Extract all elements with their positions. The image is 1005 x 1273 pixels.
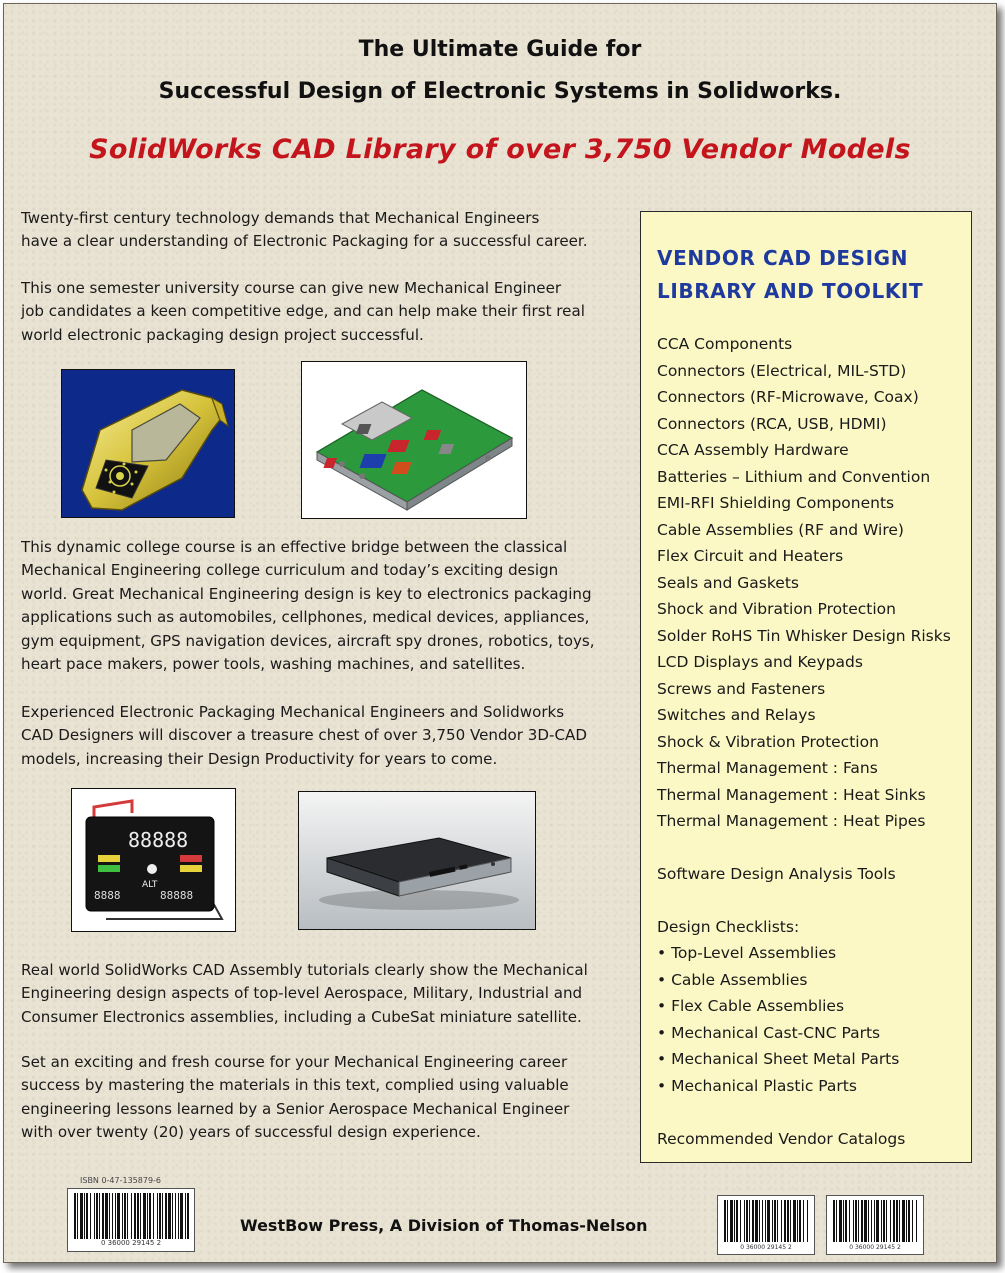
- barcode-bar: [153, 1193, 154, 1239]
- paragraph-course: [21, 277, 627, 347]
- paragraph-line: have a clear understanding of Electronic Packaging for a successful career.: [21, 232, 588, 251]
- barcode-bar: [876, 1200, 879, 1242]
- sidebar-item: Flex Circuit and Heaters: [657, 547, 844, 565]
- barcode-bar: [746, 1200, 748, 1242]
- sidebar-heading: [657, 242, 923, 308]
- barcode-bar: [784, 1200, 786, 1242]
- barcode-bar: [883, 1200, 885, 1242]
- paragraph-line: models, increasing their Design Productivity for years to come.: [21, 749, 498, 768]
- sidebar-checklist-item: • Top-Level Assemblies: [657, 944, 837, 962]
- sidebar-item: Connectors (RF-Microwave, Coax): [657, 388, 919, 406]
- paragraph-line: Twenty-first century technology demands that Mechanical Engineers: [21, 209, 540, 227]
- barcode-bar: [122, 1193, 123, 1239]
- sidebar-item: Solder RoHS Tin Whisker Design Risks: [657, 627, 951, 645]
- barcode-bar: [143, 1193, 146, 1239]
- sidebar-item: Thermal Management : Fans: [657, 759, 878, 777]
- barcode-bar: [843, 1200, 844, 1242]
- enclosure-illustration: [299, 792, 535, 929]
- barcode-bar: [744, 1200, 745, 1242]
- barcode-bar: [759, 1200, 760, 1242]
- subtitle: SolidWorks CAD Library of over 3,750 Vendor Models: [89, 134, 911, 165]
- barcode-bar: [84, 1193, 85, 1239]
- sidebar-item: Thermal Management : Heat Sinks: [657, 786, 926, 804]
- barcode-bar: [839, 1200, 842, 1242]
- barcode-bar: [893, 1200, 895, 1242]
- sidebar-item: EMI-RFI Shielding Components: [657, 494, 895, 512]
- display-digits-main: 88888: [128, 828, 189, 852]
- barcode-bar: [86, 1193, 88, 1239]
- paragraph-line: heart pace makers, power tools, washing machines, and satellites.: [21, 655, 526, 674]
- barcode-bar: [80, 1193, 83, 1239]
- barcode-bar: [149, 1193, 151, 1239]
- sidebar-heading-line: VENDOR CAD DESIGN: [657, 246, 909, 270]
- barcode-bar: [117, 1193, 120, 1239]
- display-digits-right: 88888: [160, 889, 194, 902]
- barcode-bar: [77, 1193, 78, 1239]
- barcode-bar: [793, 1200, 796, 1242]
- paragraph-line: gym equipment, GPS navigation devices, aircraft spy drones, robotics, toys,: [21, 631, 595, 650]
- barcode-bar: [168, 1193, 171, 1239]
- barcode-bar: [787, 1200, 789, 1242]
- barcode-bar: [187, 1193, 189, 1239]
- sidebar-item: Switches and Relays: [657, 706, 816, 724]
- barcode-bar: [749, 1200, 750, 1242]
- sidebar-checklist-item: • Mechanical Plastic Parts: [657, 1077, 857, 1095]
- paragraph-intro: [21, 207, 627, 254]
- barcode-bar: [175, 1193, 176, 1239]
- sidebar-software: Software Design Analysis Tools: [657, 865, 896, 883]
- barcode-bar: [112, 1193, 113, 1239]
- sidebar-item: Shock & Vibration Protection: [657, 733, 879, 751]
- paragraph-line: success by mastering the materials in this text, complied using valuable: [21, 1076, 569, 1095]
- barcode-bar: [896, 1200, 898, 1242]
- paragraph-line: world. Great Mechanical Engineering design is key to electronics packaging: [21, 584, 592, 603]
- display-digits-left: 8888: [94, 889, 121, 902]
- back-cover: [3, 3, 997, 1263]
- barcode-bar: [853, 1200, 854, 1242]
- paragraph-line: applications such as automobiles, cellphones, medical devices, appliances,: [21, 608, 590, 627]
- sidebar-checklists-heading: Design Checklists:: [657, 918, 800, 936]
- barcode-bar: [836, 1200, 837, 1242]
- barcode-bar: [140, 1193, 141, 1239]
- barcode-bar: [881, 1200, 882, 1242]
- barcode-digits: 0 36000 29145 2: [100, 1239, 162, 1247]
- barcode-bar: [767, 1200, 770, 1242]
- barcode-bar: [899, 1200, 900, 1242]
- sidebar-item: Connectors (RCA, USB, HDMI): [657, 415, 887, 433]
- barcode-bar: [861, 1200, 863, 1242]
- barcode-bar: [765, 1200, 766, 1242]
- publisher-line: WestBow Press, A Division of Thomas-Nelson: [240, 1216, 648, 1235]
- sidebar-heading-line: LIBRARY AND TOOLKIT: [657, 279, 924, 303]
- paragraph-tutorials: [21, 959, 627, 1029]
- barcode-bar: [849, 1200, 850, 1242]
- barcode-bar: [162, 1193, 163, 1239]
- sidebar-item: Cable Assemblies (RF and Wire): [657, 521, 904, 539]
- barcode-bar: [124, 1193, 126, 1239]
- barcode-bar: [172, 1193, 173, 1239]
- isbn-label: ISBN 0-47-135879-6: [80, 1176, 162, 1185]
- barcode-bar: [105, 1193, 108, 1239]
- paragraph-line: Consumer Electronics assemblies, including a CubeSat miniature satellite.: [21, 1007, 582, 1026]
- sidebar-checklist-item: • Mechanical Cast-CNC Parts: [657, 1024, 881, 1042]
- paragraph-line: engineering lessons learned by a Senior Aerospace Mechanical Engineer: [21, 1099, 570, 1118]
- barcode-bar: [180, 1193, 183, 1239]
- barcode-bar: [131, 1193, 132, 1239]
- sidebar-catalogs: Recommended Vendor Catalogs: [657, 1130, 906, 1148]
- barcode-digits: 0 36000 29145 2: [849, 1244, 901, 1251]
- barcode-bar: [730, 1200, 733, 1242]
- barcode-bar: [906, 1200, 907, 1242]
- vendor-library-sidebar: [640, 211, 972, 1163]
- barcode-bar: [777, 1200, 778, 1242]
- barcode-bar: [755, 1200, 758, 1242]
- barcode-bar: [740, 1200, 741, 1242]
- paragraph-line: CAD Designers will discover a treasure chest of over 3,750 Vendor 3D-CAD: [21, 726, 587, 745]
- sidebar-item: LCD Displays and Keypads: [657, 653, 863, 671]
- barcode-bar: [109, 1193, 110, 1239]
- barcode-bar: [845, 1200, 847, 1242]
- handheld-device-illustration: [62, 370, 234, 517]
- barcode-bar: [102, 1193, 104, 1239]
- barcode-bar: [185, 1193, 186, 1239]
- barcode-bar: [157, 1193, 158, 1239]
- barcode-bar: [134, 1193, 136, 1239]
- enclosure-image: [298, 791, 536, 930]
- pcb-assembly-image: [301, 361, 527, 519]
- sidebar-checklist-item: • Mechanical Sheet Metal Parts: [657, 1050, 900, 1068]
- barcode-bar: [864, 1200, 867, 1242]
- barcode-bar: [874, 1200, 875, 1242]
- sidebar-checklist-item: • Cable Assemblies: [657, 971, 808, 989]
- paragraph-career: [21, 1051, 627, 1145]
- handheld-device-image: [61, 369, 235, 518]
- barcode-right-1: [717, 1195, 815, 1255]
- title-line-1: The Ultimate Guide for: [358, 37, 642, 62]
- paragraph-bridge: [21, 536, 627, 676]
- barcode-bar: [871, 1200, 872, 1242]
- barcode-bar: [890, 1200, 891, 1242]
- barcode-bar: [799, 1200, 801, 1242]
- pcb-assembly-illustration: [302, 362, 526, 518]
- barcode-bar: [803, 1200, 804, 1242]
- barcode-bar: [734, 1200, 735, 1242]
- barcode-bar: [916, 1200, 917, 1242]
- barcode-bar: [752, 1200, 754, 1242]
- barcode-bar: [724, 1200, 726, 1242]
- paragraph-line: Mechanical Engineering college curriculum and today’s exciting design: [21, 561, 559, 580]
- barcode-bar: [908, 1200, 910, 1242]
- barcode-bar: [159, 1193, 161, 1239]
- led-display-image: [71, 788, 236, 932]
- barcode-bar: [99, 1193, 100, 1239]
- barcode-bar: [858, 1200, 859, 1242]
- barcode-bar: [736, 1200, 738, 1242]
- sidebar-checklist-item: • Flex Cable Assemblies: [657, 997, 845, 1015]
- paragraph-line: with over twenty (20) years of successful design experience.: [21, 1123, 481, 1142]
- barcode-bar: [115, 1193, 116, 1239]
- barcode-bar: [178, 1193, 179, 1239]
- sidebar-item: Connectors (Electrical, MIL-STD): [657, 362, 907, 380]
- paragraph-line: Set an exciting and fresh course for your Mechanical Engineering career: [21, 1053, 568, 1071]
- barcode-bar: [886, 1200, 887, 1242]
- barcode-bar: [137, 1193, 139, 1239]
- barcode-bar: [772, 1200, 773, 1242]
- paragraph-line: Engineering design aspects of top-level Aerospace, Military, Industrial and: [21, 984, 583, 1003]
- barcode-bar: [74, 1193, 76, 1239]
- barcode-bar: [127, 1193, 128, 1239]
- barcode-digits: 0 36000 29145 2: [740, 1244, 792, 1251]
- paragraph-line: job candidates a keen competitive edge, and can help make their first real: [21, 302, 585, 321]
- barcode-right-2: [826, 1195, 924, 1255]
- barcode-bar: [762, 1200, 763, 1242]
- led-display-illustration: [72, 789, 235, 931]
- barcode-bar: [165, 1193, 167, 1239]
- barcode-bar: [774, 1200, 776, 1242]
- barcode-bar: [727, 1200, 728, 1242]
- barcode-bar: [855, 1200, 857, 1242]
- barcode-bar: [96, 1193, 98, 1239]
- sidebar-item: Screws and Fasteners: [657, 680, 826, 698]
- barcode-bar: [807, 1200, 808, 1242]
- sidebar-item: CCA Components: [657, 335, 793, 353]
- barcode-bar: [902, 1200, 905, 1242]
- paragraph-line: world electronic packaging design project successful.: [21, 325, 424, 344]
- display-alt-label: ALT: [142, 880, 158, 890]
- paragraph-line: Experienced Electronic Packaging Mechanical Engineers and Solidworks: [21, 703, 565, 721]
- barcode-bar: [912, 1200, 913, 1242]
- sidebar-item: Shock and Vibration Protection: [657, 600, 896, 618]
- barcode-bar: [868, 1200, 869, 1242]
- paragraph-line: Real world SolidWorks CAD Assembly tutorials clearly show the Mechanical: [21, 961, 588, 979]
- barcode-bar: [147, 1193, 148, 1239]
- barcode-bar: [797, 1200, 798, 1242]
- barcode-bar: [790, 1200, 791, 1242]
- barcode-bar: [833, 1200, 835, 1242]
- paragraph-line: This one semester university course can give new Mechanical Engineer: [21, 279, 562, 297]
- sidebar-item: Batteries – Lithium and Convention: [657, 468, 931, 486]
- barcode-bar: [781, 1200, 782, 1242]
- paragraph-treasure: [21, 701, 627, 771]
- sidebar-item: Seals and Gaskets: [657, 574, 799, 592]
- barcode-bar: [94, 1193, 95, 1239]
- isbn-barcode: [67, 1188, 195, 1252]
- paragraph-line: This dynamic college course is an effective bridge between the classical: [21, 538, 568, 556]
- sidebar-item: Thermal Management : Heat Pipes: [657, 812, 926, 830]
- sidebar-item: CCA Assembly Hardware: [657, 441, 849, 459]
- barcode-bar: [90, 1193, 91, 1239]
- title-line-2: Successful Design of Electronic Systems in Solidworks.: [158, 79, 842, 104]
